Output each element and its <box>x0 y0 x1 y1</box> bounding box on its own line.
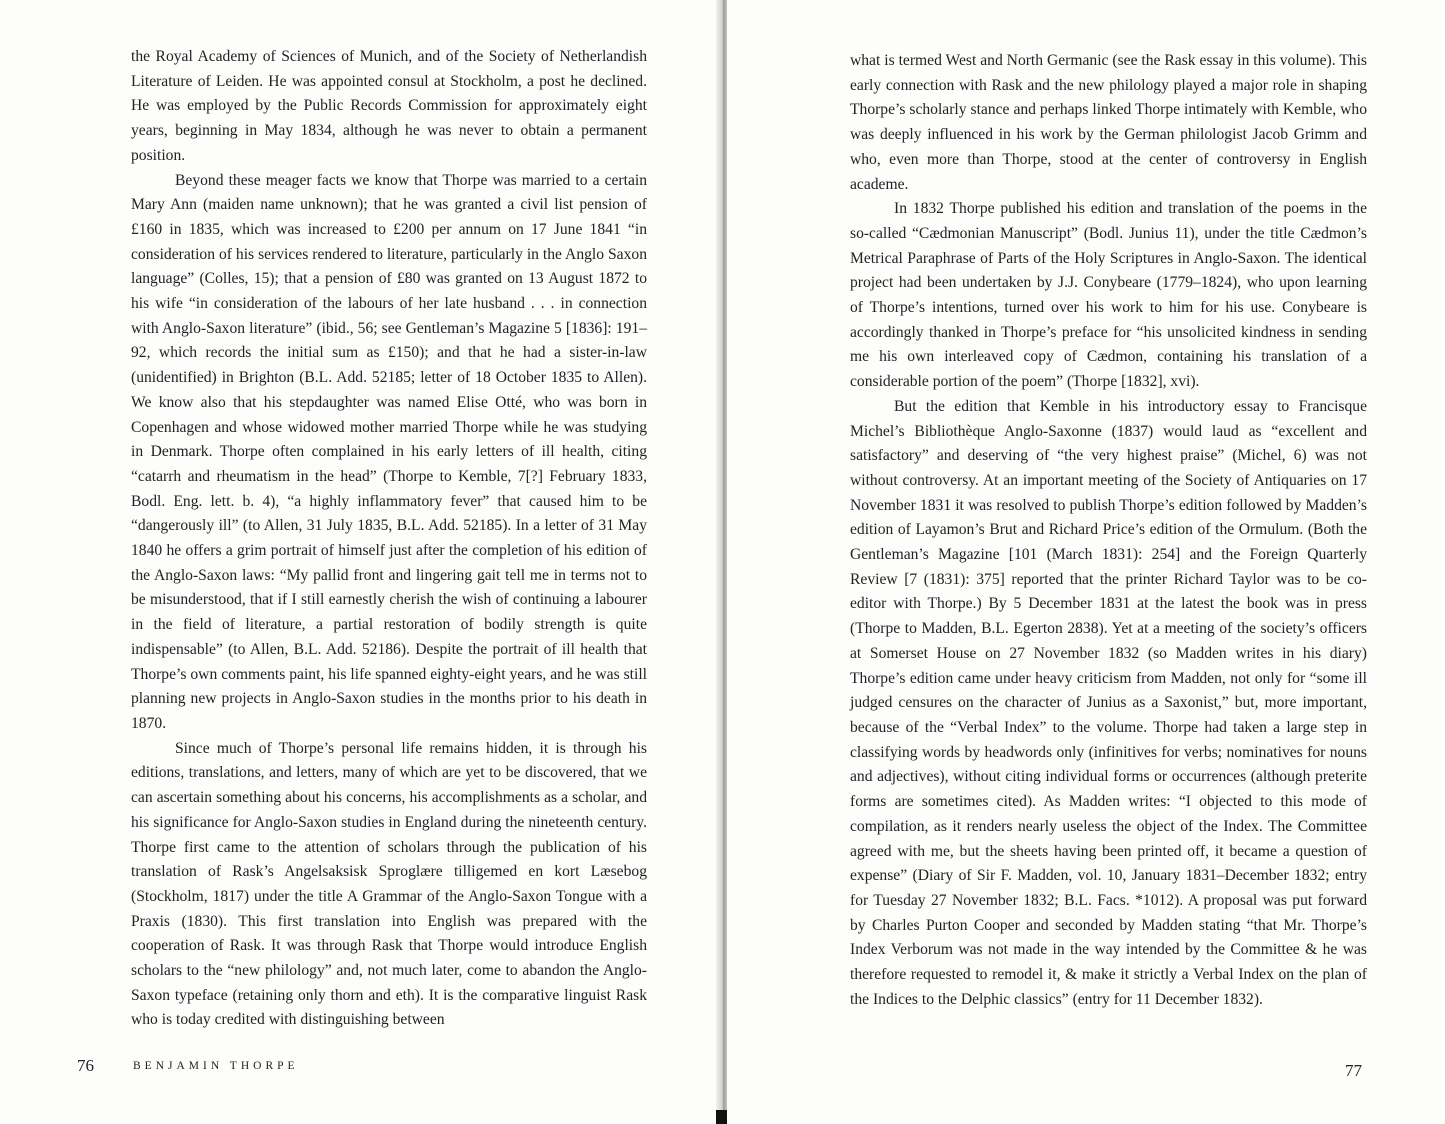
left-page-body <box>131 45 647 1033</box>
page-number: 76 <box>77 1056 94 1075</box>
right-page-body <box>850 49 1367 1012</box>
page-number: 77 <box>1345 1061 1362 1080</box>
right-page <box>727 0 1445 1124</box>
running-head: BENJAMIN THORPE <box>133 1060 299 1072</box>
left-page <box>0 0 718 1124</box>
paragraph: In 1832 Thorpe published his edition and translation of the poems in the so-called “Cædmonian Manuscript” (Bodl. Junius 11), under the title Cædmon’s Metrical Paraphrase of Parts of the Holy Scriptures in Anglo-Saxon. The identical project had been undertaken by J.J. Conybeare (1779–1824), who upon learning of Thorpe’s intentions, turned over his work to him for his use. Conybeare is accordingly thanked in Thorpe’s preface for “his unsolicited kindness in sending me his own interleaved copy of Cædmon, containing his translation of a considerable portion of the poem” (Thorpe [1832], xvi). <box>850 200 1367 391</box>
paragraph: But the edition that Kemble in his introductory essay to Francisque Michel’s Bibliothèque Anglo-Saxonne (1837) would laud as “excellent and satisfactory” and deserving of “the very highest praise” (Michel, 6) was not without controversy. At an important meeting of the Society of Antiquaries on 17 November 1831 it was resolved to publish Thorpe’s edition followed by Madden’s edition of Layamon’s Brut and Richard Price’s edition of the Ormulum. (Both the Gentleman’s Magazine [101 (March 1831): 254] and the Foreign Quarterly Review [7 (1831): 375] reported that the printer Richard Taylor was to be co-editor with Thorpe.) By 5 December 1831 at the latest the book was in press (Thorpe to Madden, B.L. Egerton 2838). Yet at a meeting of the society’s officers at Somerset House on 27 November 1832 (so Madden writes in his diary) Thorpe’s edition came under heavy criticism from Madden, not only for “some ill judged censures on the character of Junius as a Saxonist,” but, more important, because of the “Verbal Index” to the volume. Thorpe had taken a large step in classifying words by headwords only (infinitives for verbs; nominatives for nouns and adjectives), without citing individual forms or occurrences (although preterite forms are sometimes cited). As Madden writes: “I objected to this mode of compilation, as it renders nearly useless the object of the Index. The Committee agreed with me, but the sheets having been printed off, it became a question of expense” (Diary of Sir F. Madden, vol. 10, January 1831–December 1832; entry for Tuesday 27 November 1832; B.L. Facs. *1012). A proposal was put forward by Charles Purton Cooper and seconded by Madden stating “that Mr. Thorpe’s Index Verborum was not made in the way intended by the Committee & he was therefore requested to remodel it, & make it strictly a Verbal Index on the plan of the Indices to the Delphic classics” (entry for 11 December 1832). <box>850 397 1367 1008</box>
paragraph: the Royal Academy of Sciences of Munich, and of the Society of Netherlandish Literature of Leiden. He was appointed consul at Stockholm, a post he declined. He was employed by the Public Records Commission for approximately eight years, beginning in May 1834, although he was never to obtain a permanent position. <box>131 48 647 164</box>
paragraph: what is termed West and North Germanic (see the Rask essay in this volume). This early connection with Rask and the new philology played a major role in shaping Thorpe’s scholarly stance and perhaps linked Thorpe intimately with Kemble, who was deeply influenced in his work by the German philologist Jacob Grimm and who, even more than Thorpe, stood at the center of controversy in English academe. <box>850 52 1367 193</box>
paragraph: Since much of Thorpe’s personal life remains hidden, it is through his editions, translations, and letters, many of which are yet to be discovered, that we can ascertain something about his concerns, his accomplishments as a scholar, and his significance for Anglo-Saxon studies in England during the nineteenth century. Thorpe first came to the attention of scholars through the publication of his translation of Rask’s Angelsaksisk Sproglære tilligemed en kort Læsebog (Stockholm, 1817) under the title A Grammar of the Anglo-Saxon Tongue with a Praxis (1830). This first translation into English was prepared with the cooperation of Rask. It was through Rask that Thorpe would introduce English scholars to the “new philology” and, not much later, come to abandon the Anglo-Saxon typeface (retaining only thorn and eth). It is the comparative linguist Rask who is today credited with distinguishing between <box>131 739 647 1029</box>
paragraph: Beyond these meager facts we know that Thorpe was married to a certain Mary Ann (maiden name unknown); that he was granted a civil list pension of £160 in 1835, which was increased to £200 per annum on 17 June 1841 “in consideration of his services rendered to literature, particularly in the Anglo Saxon language” (Colles, 15); that a pension of £80 was granted on 13 August 1872 to his wife “in consideration of the labours of her late husband . . . in connection with Anglo-Saxon literature” (ibid., 56; see Gentleman’s Magazine 5 [1836]: 191–92, which records the initial sum as £150); and that he had a sister-in-law (unidentified) in Brighton (B.L. Add. 52185; letter of 18 October 1835 to Allen). We know also that his stepdaughter was named Elise Otté, who was born in Copenhagen and whose widowed mother married Thorpe while he was studying in Denmark. Thorpe often complained in his early letters of ill health, citing “catarrh and rheumatism in the head” (Thorpe to Kemble, 7[?] February 1833, Bodl. Eng. lett. b. 4), “a highly inflammatory fever” that caused him to be “dangerously ill” (to Allen, 31 July 1835, B.L. Add. 52185). In a letter of 31 May 1840 he offers a grim portrait of himself just after the completion of his edition of the Anglo-Saxon laws: “My pallid front and lingering gait tell me in terms not to be misunderstood, that if I still earnestly cherish the wish of continuing a labourer in the field of literature, a partial restoration of bodily strength is quite indispensable” (to Allen, B.L. Add. 52186). Despite the portrait of ill health that Thorpe’s own comments paint, his life spanned eighty-eight years, and he was still planning new projects in Anglo-Saxon studies in the months prior to his death in 1870. <box>131 171 647 732</box>
